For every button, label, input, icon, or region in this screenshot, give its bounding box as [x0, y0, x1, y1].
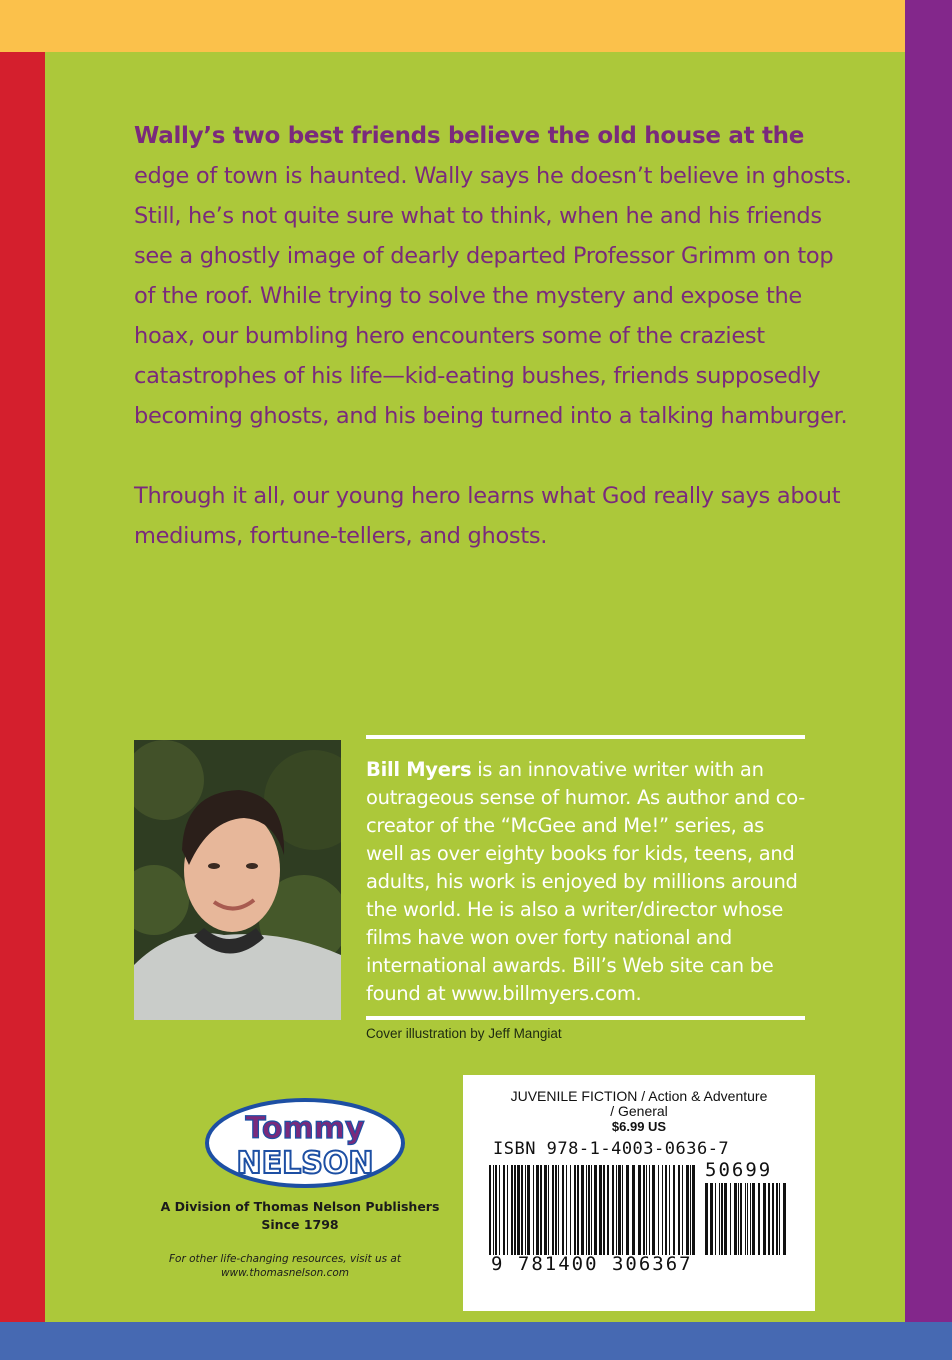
barcode-bar: [552, 1165, 554, 1255]
book-price: $6.99 US: [611, 1119, 667, 1134]
barcode-bar: [517, 1165, 520, 1255]
barcode-bar: [493, 1165, 494, 1255]
author-name: Bill Myers: [366, 758, 472, 781]
barcode-bar: [783, 1183, 786, 1255]
author-portrait-icon: [134, 740, 341, 1020]
barcode-bar: [686, 1165, 689, 1255]
barcode-bar: [721, 1183, 723, 1255]
barcode-bar: [594, 1165, 597, 1255]
tommy-nelson-logo: [205, 1098, 405, 1188]
barcode-bar: [525, 1165, 526, 1255]
publisher-division: A Division of Thomas Nelson Publishers: [160, 1199, 440, 1214]
publisher-resources: [140, 1252, 430, 1280]
barcode-bar: [521, 1165, 523, 1255]
right-color-band: [905, 0, 952, 1322]
barcode-bar: [690, 1165, 691, 1255]
barcode-bar: [662, 1165, 663, 1255]
left-color-band: [0, 52, 45, 1322]
author-bio: [366, 756, 806, 1008]
barcode-bar: [562, 1165, 564, 1255]
bottom-color-band: [0, 1322, 952, 1360]
barcode-bar: [779, 1183, 780, 1255]
book-category: [463, 1089, 815, 1119]
bio-top-rule: [366, 735, 805, 739]
barcode-bar: [752, 1183, 755, 1255]
addon-barcode-icon: [705, 1183, 789, 1255]
bio-bottom-rule: [366, 1016, 805, 1020]
barcode-bar: [658, 1165, 659, 1255]
barcode-bar: [643, 1165, 645, 1255]
barcode-bar: [548, 1165, 549, 1255]
barcode-bar: [632, 1165, 635, 1255]
barcode-bar: [678, 1165, 680, 1255]
resources-url: www.thomasnelson.com: [220, 1267, 350, 1279]
barcode-bar: [558, 1165, 559, 1255]
price-addon-code: 50699: [705, 1159, 773, 1181]
barcode-bar: [536, 1165, 539, 1255]
barcode-bar: [719, 1183, 720, 1255]
cover-credit: Cover illustration by Jeff Mangiat: [366, 1026, 562, 1041]
barcode-bar: [724, 1183, 727, 1255]
barcode-bar: [612, 1165, 614, 1255]
blurb-paragraph-1-text: edge of town is haunted. Wally says he doesn’t believe in ghosts. Still, he’s not quite sure what to think, when he and his friends see a ghostly image of dearly departed Professor Grimm on top of the roof. While trying to solve the mystery and expose the hoax, our bumbling hero encounters some of the craziest catastrophes of his life—kid-eating bushes, friends supposedly becoming ghosts, and his being turned into a talking hamburger.: [134, 163, 852, 429]
barcode-bar: [776, 1183, 778, 1255]
category-line-2: / General: [610, 1103, 668, 1119]
barcode-bar: [577, 1165, 579, 1255]
barcode-bar: [682, 1165, 683, 1255]
barcode-bar: [638, 1165, 641, 1255]
barcode-bar: [499, 1165, 500, 1255]
blurb-lead: Wally’s two best friends believe the old house at the: [134, 123, 805, 149]
barcode-bar: [566, 1165, 567, 1255]
barcode-bar: [570, 1165, 571, 1255]
barcode-bar: [503, 1165, 505, 1255]
barcode-bar: [768, 1183, 770, 1255]
barcode-bar: [586, 1165, 587, 1255]
barcode-bar: [533, 1165, 534, 1255]
category-line-1: JUVENILE FICTION / Action & Adventure: [510, 1088, 768, 1104]
logo-bottom-text: NELSON: [236, 1146, 374, 1181]
barcode-bar: [734, 1183, 737, 1255]
barcode-bar: [527, 1165, 530, 1255]
barcode-bar: [603, 1165, 605, 1255]
author-photo: [134, 740, 341, 1020]
top-color-band: [0, 0, 905, 52]
barcode-bar: [715, 1183, 716, 1255]
barcode-bar: [618, 1165, 621, 1255]
resources-line-1: For other life-changing resources, visit us at: [169, 1253, 401, 1265]
barcode-bar: [591, 1165, 592, 1255]
barcode-bar: [574, 1165, 576, 1255]
barcode-bar: [692, 1165, 695, 1255]
barcode-bar: [710, 1183, 713, 1255]
barcode-bar: [599, 1165, 602, 1255]
barcode-bar: [740, 1183, 742, 1255]
barcode-bar: [555, 1165, 557, 1255]
barcode-bar: [511, 1165, 513, 1255]
blurb-paragraph-1: [134, 116, 854, 436]
barcode-bar: [489, 1165, 491, 1255]
publisher-since: Since 1798: [261, 1217, 339, 1232]
barcode-bar: [758, 1183, 760, 1255]
barcode-bar: [665, 1165, 667, 1255]
barcode-bar: [514, 1165, 516, 1255]
barcode-bar: [763, 1183, 766, 1255]
barcode-bar: [626, 1165, 629, 1255]
barcode-bar: [540, 1165, 542, 1255]
barcode-bar: [616, 1165, 617, 1255]
barcode-bar: [747, 1183, 748, 1255]
barcode-bar: [646, 1165, 647, 1255]
barcode-panel: [463, 1075, 815, 1311]
barcode-bar: [705, 1183, 708, 1255]
barcode-bar: [730, 1183, 731, 1255]
barcode-bar: [750, 1183, 751, 1255]
barcode-bar: [652, 1165, 655, 1255]
barcode-bar: [507, 1165, 508, 1255]
barcode-bar: [622, 1165, 623, 1255]
barcode-bar: [772, 1183, 774, 1255]
author-bio-text: is an innovative writer with an outrageous sense of humor. As author and co-creator of the “McGee and Me!” series, as well as over eighty books for kids, teens, and adults, his work is enjoyed by millions around the world. He is also a writer/director whose films have won over forty national and international awards. Bill’s Web site can be found at www.billmyers.com.: [366, 758, 805, 1005]
barcode-bar: [669, 1165, 670, 1255]
ean-number: 9 781400 306367: [491, 1253, 693, 1275]
publisher-info: [150, 1198, 450, 1234]
book-blurb: [134, 116, 854, 556]
barcode-bar: [544, 1165, 547, 1255]
ean-barcode-icon: [489, 1165, 699, 1255]
barcode-bar: [738, 1183, 739, 1255]
isbn-text: ISBN 978-1-4003-0636-7: [493, 1139, 730, 1159]
logo-top-text: Tommy: [245, 1111, 365, 1146]
barcode-bar: [673, 1165, 675, 1255]
blurb-paragraph-2: Through it all, our young hero learns what God really says about mediums, fortune-tellers, and ghosts.: [134, 483, 841, 549]
barcode-bar: [745, 1183, 746, 1255]
barcode-bar: [588, 1165, 590, 1255]
barcode-bar: [607, 1165, 609, 1255]
barcode-bar: [649, 1165, 650, 1255]
barcode-bar: [581, 1165, 584, 1255]
barcode-bar: [495, 1165, 497, 1255]
publisher-logo-icon: [205, 1098, 405, 1188]
